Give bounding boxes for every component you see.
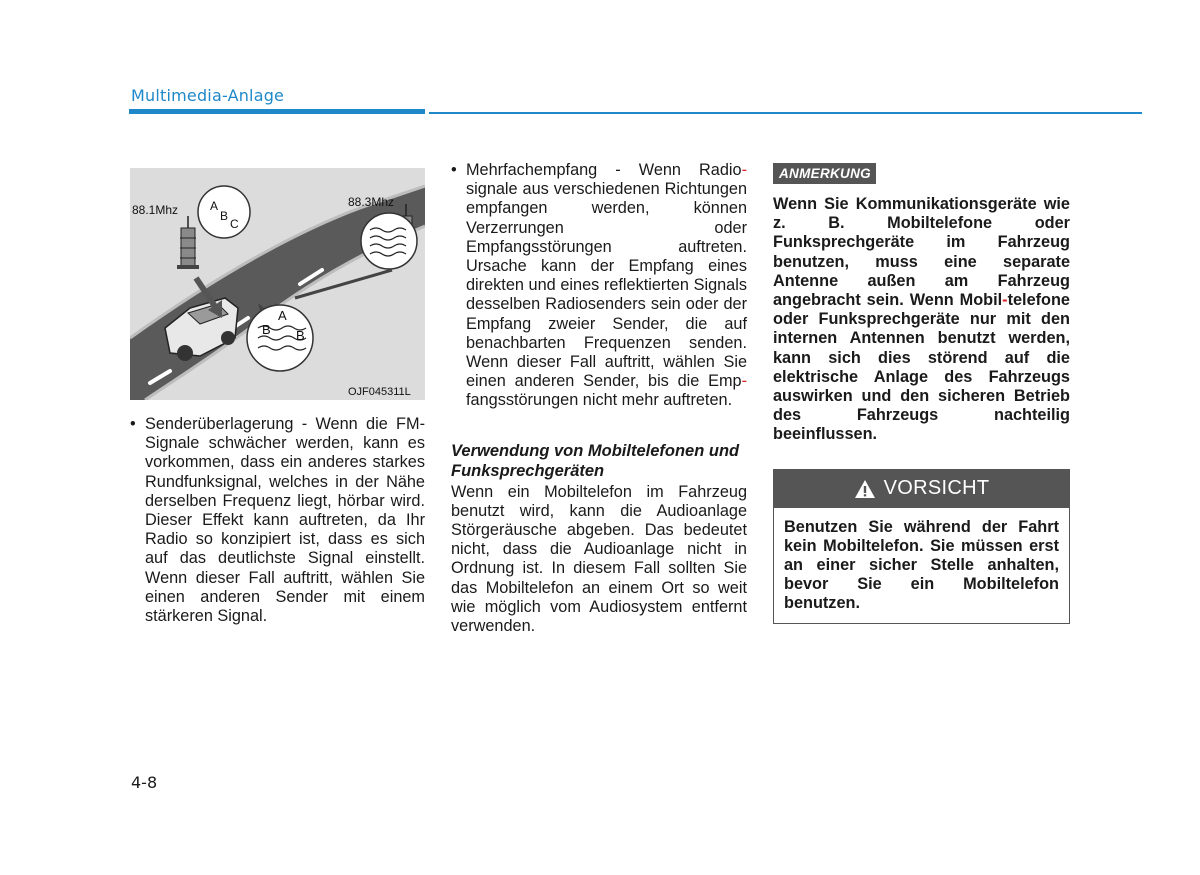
interference-letter-b2: B [296,328,305,343]
bubble-letter-c: C [230,217,239,231]
page-number: 4-8 [131,773,158,792]
note-tag: ANMERKUNG [773,163,876,184]
bullet-co-channel [130,415,425,626]
caution-header [774,470,1069,508]
paragraph: Wenn ein Mobiltelefon im Fahrzeug benutzt wird, kann die Audioanlage Störgeräusche abgeben. Das bedeutet nicht, dass die Audioanlage nicht in Ordnung ist. In diesem Fall sollten Sie das Mobiltelefon an einem Ort so weit wie möglich vom Audiosystem entfernt verwenden. [451,482,747,636]
radio-interference-illustration [130,168,425,400]
warning-triangle-icon [854,479,876,499]
hyphen-mark: - [741,161,747,179]
frequency-label-right: 88.3Mhz [348,195,395,209]
hyphen-mark: - [741,372,747,391]
note-text: Wenn Sie Kommunikationsgeräte wie z. B. Mobiltelefone oder Funksprechgeräte im Fahrzeug benutzen, muss eine separate Antenne außen am Fahrzeug angebracht sein. Wenn Mobil-telefone oder Funksprechgeräte nur mit den internen Antennen benutzt werden, kann sich dies störend auf die elektrische Anlage des Fahrzeugs auswirken und den sicheren Betrieb des Fahrzeugs nachteilig beeinflussen. [773,195,1070,444]
hyphen-mark: - [1002,291,1008,310]
caution-text: Benutzen Sie während der Fahrt kein Mobiltelefon. Sie müssen erst an einer sicher Stelle anhalten, bevor Sie ein Mobiltelefon benutzen. [784,517,1059,613]
frequency-label-left: 88.1Mhz [132,203,179,217]
subheading: Verwendung von Mobiltelefonen und Funksprechgeräten [451,441,740,480]
bullet-text: Mehrfachempfang - Wenn Radio- signale aus verschiedenen Richtungen empfangen werden, können Verzerrungen oder Empfangsstörungen auftreten. Ursache kann der Empfang eines direkten und eines reflektierten Signals desselben Radiosenders sein oder der Empfang zweier Sender, die auf benachbarten Frequenzen senden. Wenn dieser Fall auftritt, wählen Sie einen anderen Sender, bis die Emp-fangsstörungen nicht mehr auftreten. [466,161,747,410]
caution-title: VORSICHT [883,477,990,500]
column-middle [451,161,747,636]
header-rule-thin [429,112,1142,114]
section-title: Multimedia-Anlage [131,86,285,105]
bubble-letter-b: B [220,209,229,223]
figure-code: OJF045311L [348,386,411,398]
bubble-letter-a: A [210,199,219,213]
bullet-text: Senderüberlagerung - Wenn die FM-Signale schwächer werden, kann es vorkommen, dass ein anderes starkes Rundfunksignal, welches in der Nähe derselben Frequenz liegt, hörbar wird. Dieser Effekt kann auftreten, da Ihr Radio so konzipiert ist, dass es sich auf das deutlichste Signal einstellt. Wenn dieser Fall auftritt, wählen Sie einen anderen Sender mit einem stärkeren Signal. [145,415,425,626]
bullet-marker: • [451,161,457,179]
caution-box [773,469,1070,624]
column-right [773,163,1070,624]
bullet-marker: • [130,415,136,433]
bullet-multipath [451,161,747,411]
interference-letter-a: A [278,308,287,323]
header-rule-thick [129,109,425,114]
interference-letter-b1: B [262,322,271,337]
column-left [130,415,425,626]
